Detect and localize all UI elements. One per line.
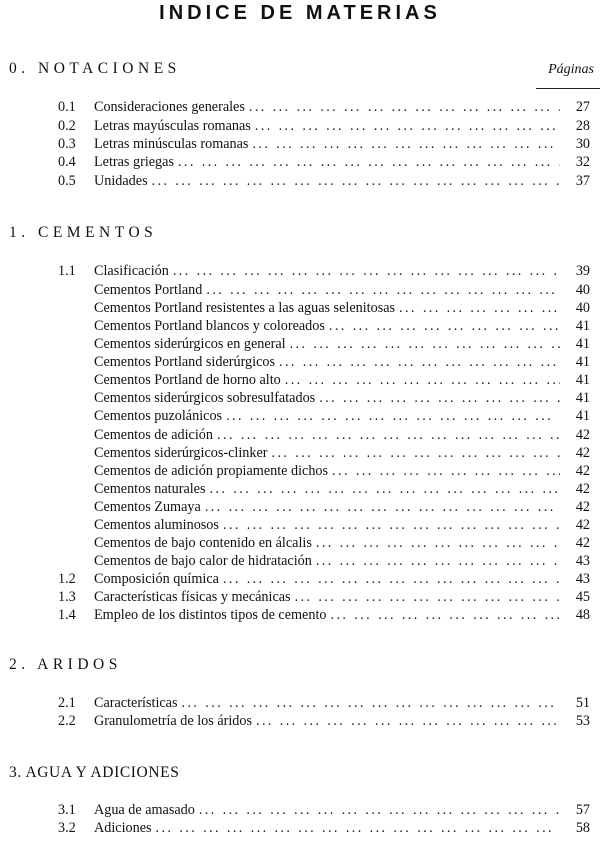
entry-title: Composición química xyxy=(94,571,219,587)
toc-entry[interactable] xyxy=(58,172,590,190)
page-title: INDICE DE MATERIAS xyxy=(159,2,441,24)
toc-entry[interactable] xyxy=(58,694,590,712)
entry-title: Características xyxy=(94,695,178,711)
entry-title: Cementos puzolánicos xyxy=(94,408,223,424)
dot-leader xyxy=(316,552,560,570)
dot-leader xyxy=(399,299,560,317)
entry-title: Empleo de los distintos tipos de cemento xyxy=(94,607,327,623)
entry-title: Consideraciones generales xyxy=(94,99,245,115)
toc-entry[interactable] xyxy=(58,281,590,299)
entry-number: 3.1 xyxy=(58,802,76,818)
dot-leader xyxy=(205,498,560,516)
entry-page: 42 xyxy=(575,427,590,443)
entry-title: Cementos aluminosos xyxy=(94,517,219,533)
entry-page: 58 xyxy=(575,820,590,836)
entry-title: Cementos Portland siderúrgicos xyxy=(94,354,276,370)
entry-page: 37 xyxy=(575,173,590,189)
section-heading-notaciones: 0. NOTACIONES xyxy=(9,60,181,77)
toc-entry[interactable] xyxy=(58,353,590,371)
entry-number: 0.3 xyxy=(58,136,76,152)
toc-entry[interactable] xyxy=(58,299,590,317)
entry-page: 41 xyxy=(575,318,590,334)
dot-leader xyxy=(316,534,560,552)
entry-page: 42 xyxy=(575,499,590,515)
entry-title: Cementos de bajo calor de hidratación xyxy=(94,553,312,569)
entry-page: 42 xyxy=(575,535,590,551)
dot-leader xyxy=(285,371,560,389)
entry-page: 42 xyxy=(575,517,590,533)
entry-page: 43 xyxy=(575,553,590,569)
toc-entry[interactable] xyxy=(58,801,590,819)
toc-entry[interactable] xyxy=(58,426,590,444)
entry-page: 30 xyxy=(575,136,590,152)
toc-entry[interactable] xyxy=(58,516,590,534)
entry-title: Cementos Portland xyxy=(94,282,203,298)
pages-column-label: Páginas xyxy=(548,62,594,77)
dot-leader xyxy=(255,117,560,135)
toc-entry[interactable] xyxy=(58,262,590,280)
entry-title: Unidades xyxy=(94,173,148,189)
toc-entry[interactable] xyxy=(58,317,590,335)
dot-leader xyxy=(226,407,560,425)
dot-leader xyxy=(152,172,560,190)
entry-number: 0.4 xyxy=(58,154,76,170)
dot-leader xyxy=(223,516,560,534)
entry-page: 28 xyxy=(575,118,590,134)
dot-leader xyxy=(210,480,561,498)
entry-title: Cementos siderúrgicos en general xyxy=(94,336,286,352)
toc-entry[interactable] xyxy=(58,712,590,730)
entry-title: Letras mayúsculas romanas xyxy=(94,118,251,134)
dot-leader xyxy=(249,98,560,116)
toc-entry[interactable] xyxy=(58,462,590,480)
toc-entry[interactable] xyxy=(58,371,590,389)
toc-entry[interactable] xyxy=(58,552,590,570)
entry-title: Cementos naturales xyxy=(94,481,206,497)
section-heading-agua-y-adiciones: 3. AGUA Y ADICIONES xyxy=(9,764,180,781)
entry-title: Cementos Portland blancos y coloreados xyxy=(94,318,325,334)
entry-page: 45 xyxy=(575,589,590,605)
entry-title: Cementos siderúrgicos sobresulfatados xyxy=(94,390,316,406)
dot-leader xyxy=(332,462,560,480)
toc-entry[interactable] xyxy=(58,570,590,588)
entry-number: 2.1 xyxy=(58,695,76,711)
entry-title: Cementos Zumaya xyxy=(94,499,201,515)
entry-title: Adiciones xyxy=(94,820,152,836)
entry-number: 2.2 xyxy=(58,713,76,729)
entry-title: Cementos siderúrgicos-clinker xyxy=(94,445,268,461)
entry-page: 43 xyxy=(575,571,590,587)
toc-entry[interactable] xyxy=(58,135,590,153)
entry-title: Cementos Portland de horno alto xyxy=(94,372,281,388)
section-heading-cementos: 1. CEMENTOS xyxy=(9,224,158,241)
entry-page: 41 xyxy=(575,336,590,352)
dot-leader xyxy=(331,606,561,624)
entry-page: 41 xyxy=(575,408,590,424)
toc-entry[interactable] xyxy=(58,498,590,516)
entry-page: 40 xyxy=(575,300,590,316)
dot-leader xyxy=(156,819,560,837)
toc-entry[interactable] xyxy=(58,117,590,135)
entry-number: 0.2 xyxy=(58,118,76,134)
entry-title: Granulometría de los áridos xyxy=(94,713,252,729)
entry-number: 1.3 xyxy=(58,589,76,605)
entry-page: 41 xyxy=(575,354,590,370)
entry-page: 42 xyxy=(575,463,590,479)
toc-entry[interactable] xyxy=(58,606,590,624)
dot-leader xyxy=(252,135,560,153)
dot-leader xyxy=(217,426,560,444)
toc-entry[interactable] xyxy=(58,534,590,552)
entry-title: Cementos de adición propiamente dichos xyxy=(94,463,329,479)
entry-page: 32 xyxy=(575,154,590,170)
entry-page: 42 xyxy=(575,481,590,497)
toc-entry[interactable] xyxy=(58,480,590,498)
entry-page: 48 xyxy=(575,607,590,623)
entry-title: Clasificación xyxy=(94,263,169,279)
toc-entry[interactable] xyxy=(58,335,590,353)
entry-number: 1.4 xyxy=(58,607,76,623)
entry-number: 1.1 xyxy=(58,263,76,279)
entry-page: 41 xyxy=(575,390,590,406)
entry-title: Cementos Portland resistentes a las aguas selenitosas xyxy=(94,300,396,316)
dot-leader xyxy=(295,588,560,606)
dot-leader xyxy=(223,570,560,588)
entry-page: 27 xyxy=(575,99,590,115)
section-heading-aridos: 2. ARIDOS xyxy=(9,656,122,673)
dot-leader xyxy=(206,281,560,299)
dot-leader xyxy=(279,353,560,371)
entry-title: Letras griegas xyxy=(94,154,174,170)
toc-entry[interactable] xyxy=(58,588,590,606)
entry-number: 3.2 xyxy=(58,820,76,836)
dot-leader xyxy=(178,153,560,171)
toc-entry[interactable] xyxy=(58,389,590,407)
toc-entry[interactable] xyxy=(58,407,590,425)
entry-page: 39 xyxy=(575,263,590,279)
dot-leader xyxy=(272,444,561,462)
entry-number: 0.1 xyxy=(58,99,76,115)
toc-entry[interactable] xyxy=(58,819,590,837)
dot-leader xyxy=(329,317,560,335)
entry-page: 53 xyxy=(575,713,590,729)
entry-page: 57 xyxy=(575,802,590,818)
entry-title: Letras minúsculas romanas xyxy=(94,136,249,152)
entry-title: Cementos de adición xyxy=(94,427,213,443)
dot-leader xyxy=(173,262,560,280)
dot-leader xyxy=(319,389,560,407)
entry-page: 41 xyxy=(575,372,590,388)
toc-entry[interactable] xyxy=(58,444,590,462)
entry-title: Cementos de bajo contenido en álcalis xyxy=(94,535,312,551)
toc-entry[interactable] xyxy=(58,153,590,171)
dot-leader xyxy=(256,712,560,730)
pages-column-rule xyxy=(536,88,600,89)
entry-page: 40 xyxy=(575,282,590,298)
entry-number: 0.5 xyxy=(58,173,76,189)
dot-leader xyxy=(182,694,560,712)
dot-leader xyxy=(290,335,560,353)
dot-leader xyxy=(199,801,560,819)
toc-entry[interactable] xyxy=(58,98,590,116)
entry-title: Agua de amasado xyxy=(94,802,195,818)
entry-title: Características físicas y mecánicas xyxy=(94,589,291,605)
entry-page: 51 xyxy=(575,695,590,711)
entry-page: 42 xyxy=(575,445,590,461)
entry-number: 1.2 xyxy=(58,571,76,587)
